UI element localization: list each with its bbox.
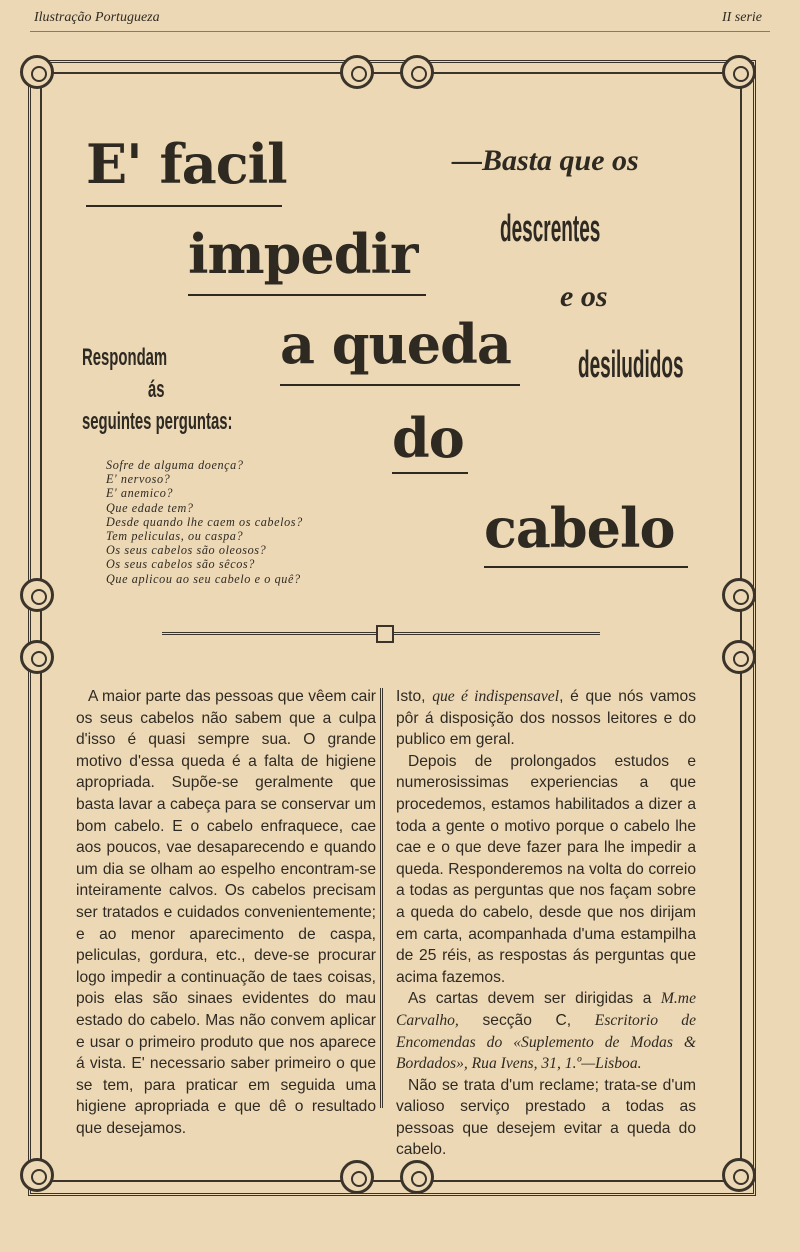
body-paragraph: Não se trata d'um reclame; trata-se d'um valioso serviço prestado a todas as pessoas que desejem evitar a queda do cabelo. bbox=[396, 1076, 696, 1159]
headline-line-5: cabelo bbox=[484, 496, 675, 560]
side-text-e-os: e os bbox=[560, 280, 608, 313]
question-item: Sofre de alguma doença? bbox=[106, 458, 244, 472]
side-text-descrentes: descrentes bbox=[500, 208, 601, 250]
headline-underline bbox=[86, 205, 282, 207]
side-ornament-icon bbox=[20, 640, 54, 674]
corner-ornament-icon bbox=[722, 55, 756, 89]
headline-underline bbox=[392, 472, 468, 474]
question-item: Tem peliculas, ou caspa? bbox=[106, 529, 244, 544]
headline-underline bbox=[188, 294, 426, 296]
bottom-ornament-icon bbox=[340, 1160, 374, 1194]
headline-line-3: a queda bbox=[280, 312, 511, 376]
column-divider bbox=[380, 688, 383, 1108]
body-paragraph: A maior parte das pessoas que vêem cair os seus cabelos não sabem que a culpa d'isso é quasi sempre sua. O grande motivo d'essa queda é a falta de higiene apropriada. Supõe-se geralmente que basta lavar a cabeça para se conservar um bom cabelo. E o cabelo enfraquece, cae aos poucos, vae desaparecendo e quando um dia se olham ao espelho encontram-se inteiramente calvos. Os cabelos precisam ser tratados e cuidados convenientemente; e ao menor aparecimento de caspa, peliculas, gordura, etc., deve-se procurar logo impedir a continuação de taes coisas, pois elas são sinaes evidentes do mau estado do cabelo. Mas não convem aplicar e usar o primeiro produto que nos aparece á vista. E' necessario saber primeiro o que se tem, para praticar em seguida uma higiene apropriada e que dê o resultado que desejamos. bbox=[76, 688, 376, 1137]
text-run-italic: Escritorio de Encomendas do «Suplemento de Modas & Bordados», Rua Ivens, 31, 1.º—Lisboa. bbox=[396, 1011, 696, 1073]
question-item: Que edade tem? bbox=[106, 500, 194, 515]
text-run: As cartas devem ser dirigidas a bbox=[408, 990, 661, 1008]
corner-ornament-icon bbox=[722, 1158, 756, 1192]
headline-line-4: do bbox=[392, 406, 464, 470]
headline-line-2: impedir bbox=[188, 222, 418, 286]
header-rule bbox=[30, 31, 770, 32]
text-run: secção C, bbox=[458, 1011, 595, 1029]
text-run: Isto, bbox=[396, 688, 433, 705]
series-label: II serie bbox=[721, 10, 762, 25]
prompt-line-1: Respondam bbox=[82, 344, 168, 371]
question-item: E' nervoso? bbox=[106, 472, 171, 487]
headline-line-1: E' facil bbox=[86, 132, 287, 196]
headline-underline bbox=[484, 566, 688, 568]
prompt-line-2: ás bbox=[148, 376, 165, 403]
question-item: Que aplicou ao seu cabelo e o quê? bbox=[106, 571, 301, 586]
body-left-column bbox=[76, 686, 376, 1139]
questions-list bbox=[106, 458, 303, 586]
question-item: Os seus cabelos são sêcos? bbox=[106, 557, 255, 572]
side-ornament-icon bbox=[722, 578, 756, 612]
question-item: E' anemico? bbox=[106, 486, 174, 501]
body-right-column bbox=[396, 686, 696, 1161]
headline-underline bbox=[280, 384, 520, 386]
side-text-basta: —Basta que os bbox=[452, 144, 639, 177]
bottom-ornament-icon bbox=[400, 1160, 434, 1194]
corner-ornament-icon bbox=[20, 1158, 54, 1192]
body-paragraph bbox=[396, 988, 696, 1074]
top-ornament-icon bbox=[400, 55, 434, 89]
corner-ornament-icon bbox=[20, 55, 54, 89]
separator-ornament-icon bbox=[376, 625, 394, 643]
body-paragraph bbox=[396, 686, 696, 751]
body-paragraph: Depois de prolongados estudos e numerosissimas experiencias a que procedemos, estamos habilitados a dizer a toda a gente o motivo porque o cabelo lhe cae e o que deve fazer para lhe impedir a queda. Responderemos na volta do correio a todas as perguntas que nos façam sobre a queda do cabelo, desde que nos dirijam em carta, acompanhada d'uma estampilha de 25 réis, as respostas ás perguntas que acima fazemos. bbox=[396, 752, 696, 986]
prompt-line-3: seguintes perguntas: bbox=[82, 408, 233, 435]
side-ornament-icon bbox=[722, 640, 756, 674]
top-ornament-icon bbox=[340, 55, 374, 89]
text-run: , é que nós vamos pôr á disposição dos nossos leitores e do publico em geral. bbox=[396, 688, 696, 749]
text-run-italic: M.me Carvalho, bbox=[396, 990, 696, 1029]
side-ornament-icon bbox=[20, 578, 54, 612]
text-run-italic: que é indispensavel bbox=[432, 688, 560, 705]
side-text-desiludidos: desiludidos bbox=[578, 344, 684, 386]
question-item: Desde quando lhe caem os cabelos? bbox=[106, 514, 303, 529]
question-item: Os seus cabelos são oleosos? bbox=[106, 543, 267, 558]
publication-title: Ilustração Portugueza bbox=[34, 10, 160, 25]
